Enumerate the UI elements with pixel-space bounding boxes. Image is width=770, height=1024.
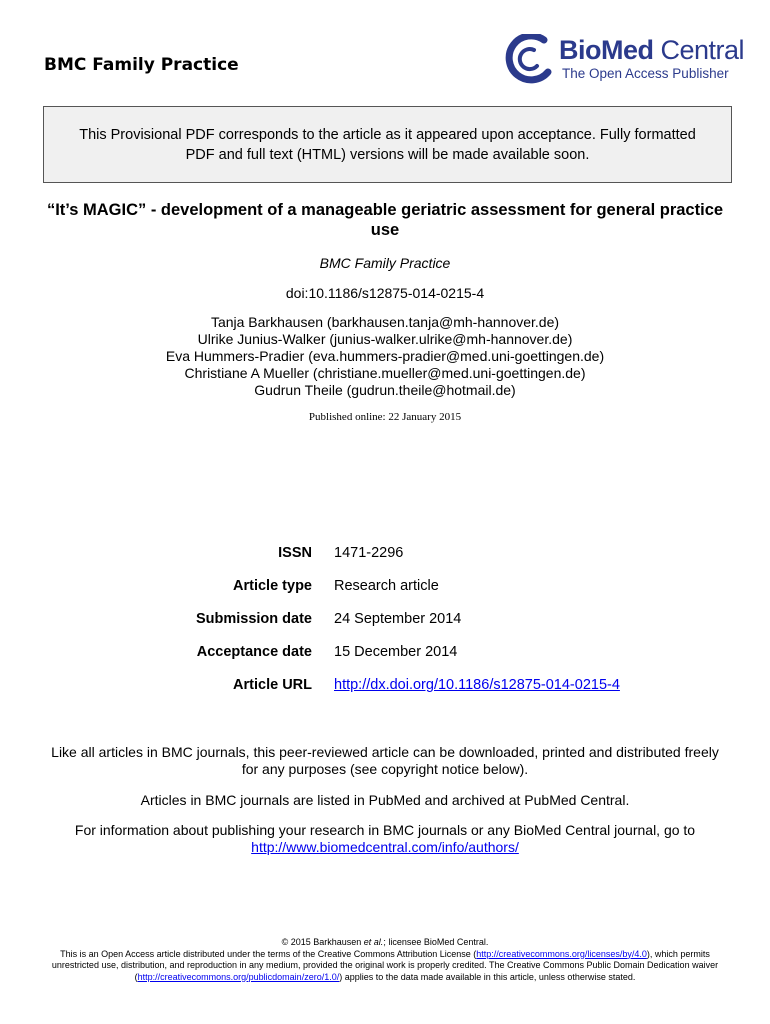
author-list	[0, 314, 770, 399]
journal-name: BMC Family Practice	[44, 55, 239, 75]
provisional-notice-box	[43, 106, 732, 183]
pubmed-paragraph: Articles in BMC journals are listed in PubMed and archived at PubMed Central.	[140, 792, 630, 808]
publishing-info-paragraph	[50, 822, 720, 856]
provisional-notice-text: This Provisional PDF corresponds to the article as it appeared upon acceptance. Fully formatted PDF and full text (HTML) versions will be made available soon.	[79, 126, 696, 163]
cc-license-link[interactable]: http://creativecommons.org/licenses/by/4.0	[476, 948, 647, 959]
metadata-row-submission-date	[0, 611, 770, 631]
metadata-label: Article URL	[233, 677, 312, 693]
metadata-row-issn	[0, 545, 770, 565]
metadata-value: Research article	[334, 578, 439, 594]
logo-tagline: The Open Access Publisher	[562, 66, 729, 81]
metadata-row-acceptance-date	[0, 644, 770, 664]
peer-review-paragraph: Like all articles in BMC journals, this peer-reviewed article can be downloaded, printed and distributed freely for any purposes (see copyright notice below).	[51, 744, 719, 777]
author-line: Ulrike Junius-Walker (junius-walker.ulrike@mh-hannover.de)	[197, 331, 573, 347]
metadata-label: Article type	[233, 578, 312, 594]
biomed-central-logo	[504, 34, 745, 84]
copyright-line: © 2015 Barkhausen et al.; licensee BioMed Central.	[281, 937, 489, 947]
article-doi: doi:10.1186/s12875-014-0215-4	[285, 285, 485, 301]
license-text: This is an Open Access article distributed under the terms of the Creative Commons Attribution License (http://creativecommons.org/licenses/by/4.0), which permits unrestricted use, distribution, and reproduction in any medium, provided the original work is properly credited. The Creative Commons Public Domain Dedication waiver (http://creativecommons.org/publicdomain/zero/1.0/) applies to the data made available in this article, unless otherwise stated.	[51, 948, 719, 982]
metadata-label: Submission date	[195, 611, 312, 627]
article-url-link[interactable]: http://dx.doi.org/10.1186/s12875-014-0215-4	[334, 677, 620, 693]
cc-waiver-link[interactable]: http://creativecommons.org/publicdomain/zero/1.0/	[137, 971, 340, 982]
metadata-value: 15 December 2014	[334, 644, 458, 660]
metadata-value: 24 September 2014	[334, 611, 462, 627]
metadata-row-article-type	[0, 578, 770, 598]
author-line: Christiane A Mueller (christiane.mueller@med.uni-goettingen.de)	[184, 365, 586, 381]
metadata-row-article-url	[0, 677, 770, 697]
metadata-label: ISSN	[278, 545, 312, 561]
author-line: Eva Hummers-Pradier (eva.hummers-pradier@med.uni-goettingen.de)	[165, 348, 605, 364]
article-title: “It’s MAGIC” - development of a manageable geriatric assessment for general practice use	[46, 201, 724, 239]
logo-wordmark: BioMed Central	[559, 35, 745, 65]
publishing-info-text: For information about publishing your research in BMC journals or any BioMed Central journal, go to	[74, 822, 696, 838]
author-line: Gudrun Theile (gudrun.theile@hotmail.de)	[254, 382, 516, 398]
author-line: Tanja Barkhausen (barkhausen.tanja@mh-hannover.de)	[210, 314, 560, 330]
biomed-swirl-icon	[504, 34, 556, 84]
metadata-label: Acceptance date	[196, 644, 312, 660]
published-date: Published online: 22 January 2015	[308, 411, 462, 423]
metadata-value: 1471-2296	[334, 545, 404, 561]
copyright-footer	[40, 937, 730, 983]
authors-info-link[interactable]: http://www.biomedcentral.com/info/authors/	[251, 839, 519, 855]
article-journal: BMC Family Practice	[319, 255, 451, 271]
